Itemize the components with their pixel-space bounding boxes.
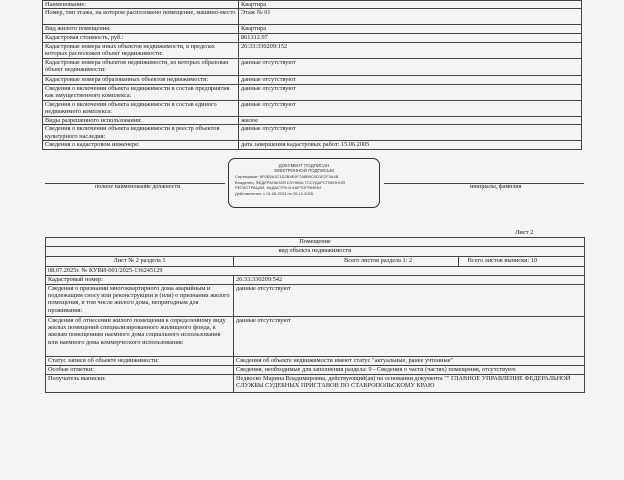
- row-value: данные отсутствуют: [239, 85, 582, 101]
- row-label: Сведения об отнесении жилого помещения к определенному виду жилых помещений специализированного жилищного фонда, к жилым помещениям наемного дома социального использования или наемного дома коммерческого использования:: [46, 317, 234, 357]
- row-label: Особые отметки:: [46, 366, 234, 375]
- object-type-caption: вид объекта недвижимости: [46, 247, 585, 257]
- table-row: [46, 366, 585, 375]
- row-label: Получатель выписки:: [46, 375, 234, 393]
- row-value: Квартира: [239, 25, 582, 34]
- row-value: жилое: [239, 117, 582, 125]
- stamp-subtitle: ЭЛЕКТРОННОЙ ПОДПИСЬЮ: [273, 168, 335, 174]
- row-label: Сведения о кадастровом инженере:: [43, 141, 239, 150]
- signature-position-label: полное наименование должности: [95, 184, 181, 190]
- table-row: [43, 1, 582, 9]
- table-row: [46, 238, 585, 247]
- table-row: [43, 9, 582, 25]
- table-row: [46, 247, 585, 257]
- table-row: [43, 101, 582, 117]
- table-row: [43, 76, 582, 85]
- table-row: [46, 257, 585, 267]
- row-label: Сведения о включении объекта недвижимости в состав предприятия как имущественного комплекса:: [43, 85, 239, 101]
- row-value: данные отсутствуют: [239, 101, 582, 117]
- stamp-title: ДОКУМЕНТ ПОДПИСАН: [278, 163, 330, 168]
- cadastral-value: 26:33:330209:542: [234, 276, 585, 285]
- sheet-number: Лист 2: [515, 229, 534, 236]
- row-value: Сведения об объекте недвижимости имеют статус "актуальные, ранее учтенные": [234, 357, 585, 366]
- sheets-in-section: Всего листов раздела 1: 2: [234, 257, 459, 267]
- table-row: [46, 267, 585, 276]
- table-row: [43, 117, 582, 125]
- row-label: Кадастровые номера образованных объектов недвижимости:: [43, 76, 239, 85]
- row-label: Статус записи об объекте недвижимости:: [46, 357, 234, 366]
- table-row: [43, 59, 582, 76]
- row-label: Кадастровые номера объектов недвижимости, из которых образован объект недвижимости:: [43, 59, 239, 76]
- table-row: [43, 141, 582, 150]
- row-value: Этаж № 01: [239, 9, 582, 25]
- table-row: [43, 85, 582, 101]
- row-value: Квартира: [239, 1, 582, 9]
- row-value: 26:33:330209:152: [239, 43, 582, 59]
- stamp-validity: Действителен: с 01.08.2024 по 26.10.2025: [235, 190, 313, 196]
- row-value: данные отсутствуют: [239, 125, 582, 141]
- table-row: [46, 285, 585, 317]
- sheet-of-section: Лист № 2 раздела 1: [46, 257, 234, 267]
- row-label: Кадастровые номера иных объектов недвижимости, в пределах которых расположен объект недвижимости:: [43, 43, 239, 59]
- row-label: Виды разрешенного использования:: [43, 117, 239, 125]
- table-row: [43, 43, 582, 59]
- row-label: Номер, тип этажа, на котором расположено помещение, машино-место: [43, 9, 239, 25]
- stamp-certificate: Сертификат: 8F0E5A3C1D2B4E6F7A8B9C0D1E2F3A4B: [235, 174, 339, 180]
- row-value: Сведения, необходимые для заполнения раздела: 9 - Сведения о части (частях) помещения, отсутствуют.: [234, 366, 585, 375]
- row-label: Сведения о включении объекта недвижимости в состав единого недвижимого комплекса:: [43, 101, 239, 117]
- sheets-total-value: Всего листов выписки: 10: [467, 257, 538, 264]
- row-value: Недвоско Марина Владимировна, действующий(ая) на основании документа "" ГЛАВНОЕ УПРАВЛЕНИЕ ФЕДЕРАЛЬНОЙ СЛУЖБЫ СУДЕБНЫХ ПРИСТАВОВ ПО СТАВРОПОЛЬСКОМУ КРАЮ: [234, 375, 585, 393]
- table-row: [46, 375, 585, 393]
- table-row: [43, 125, 582, 141]
- table-row: [46, 357, 585, 366]
- signature-name-label: инициалы, фамилия: [470, 184, 522, 190]
- table-row: [46, 276, 585, 285]
- table-row: [43, 25, 582, 34]
- row-value: данные отсутствуют: [234, 285, 585, 317]
- stamp-owner-cont: РЕГИСТРАЦИИ, КАДАСТРА И КАРТОГРАФИИ: [235, 185, 322, 191]
- property-details-table: [42, 0, 582, 150]
- row-value: данные отсутствуют: [239, 59, 582, 76]
- row-label: Сведения о признании многоквартирного дома аварийным и подлежащим сносу или реконструкции и (или) о признании жилого помещения, в том числе жилого дома, непригодным для проживания:: [46, 285, 234, 317]
- table-row: [43, 34, 582, 43]
- stamp-owner: Владелец: ФЕДЕРАЛЬНАЯ СЛУЖБА ГОСУДАРСТВЕННОЙ: [235, 179, 346, 185]
- extract-id: 08.07.2025г. № КУВИ-001/2025-136245129: [46, 267, 585, 276]
- electronic-signature-stamp: [228, 158, 380, 208]
- row-label: Наименование:: [43, 1, 239, 9]
- object-header: Помещение: [46, 238, 585, 247]
- table-row: [46, 317, 585, 357]
- row-value: данные отсутствуют: [239, 76, 582, 85]
- cadastral-label: Кадастровый номер:: [46, 276, 234, 285]
- sheet2-table: [45, 237, 585, 393]
- row-label: Вид жилого помещения:: [43, 25, 239, 34]
- row-label: Сведения о включении объекта недвижимости в реестр объектов культурного наследия:: [43, 125, 239, 141]
- row-value: данные отсутствуют: [234, 317, 585, 357]
- row-value: дата завершения кадастровых работ: 15.06.2005: [239, 141, 582, 150]
- row-label: Кадастровая стоимость, руб.:: [43, 34, 239, 43]
- sheets-total: [459, 257, 585, 267]
- row-value: 861312.97: [239, 34, 582, 43]
